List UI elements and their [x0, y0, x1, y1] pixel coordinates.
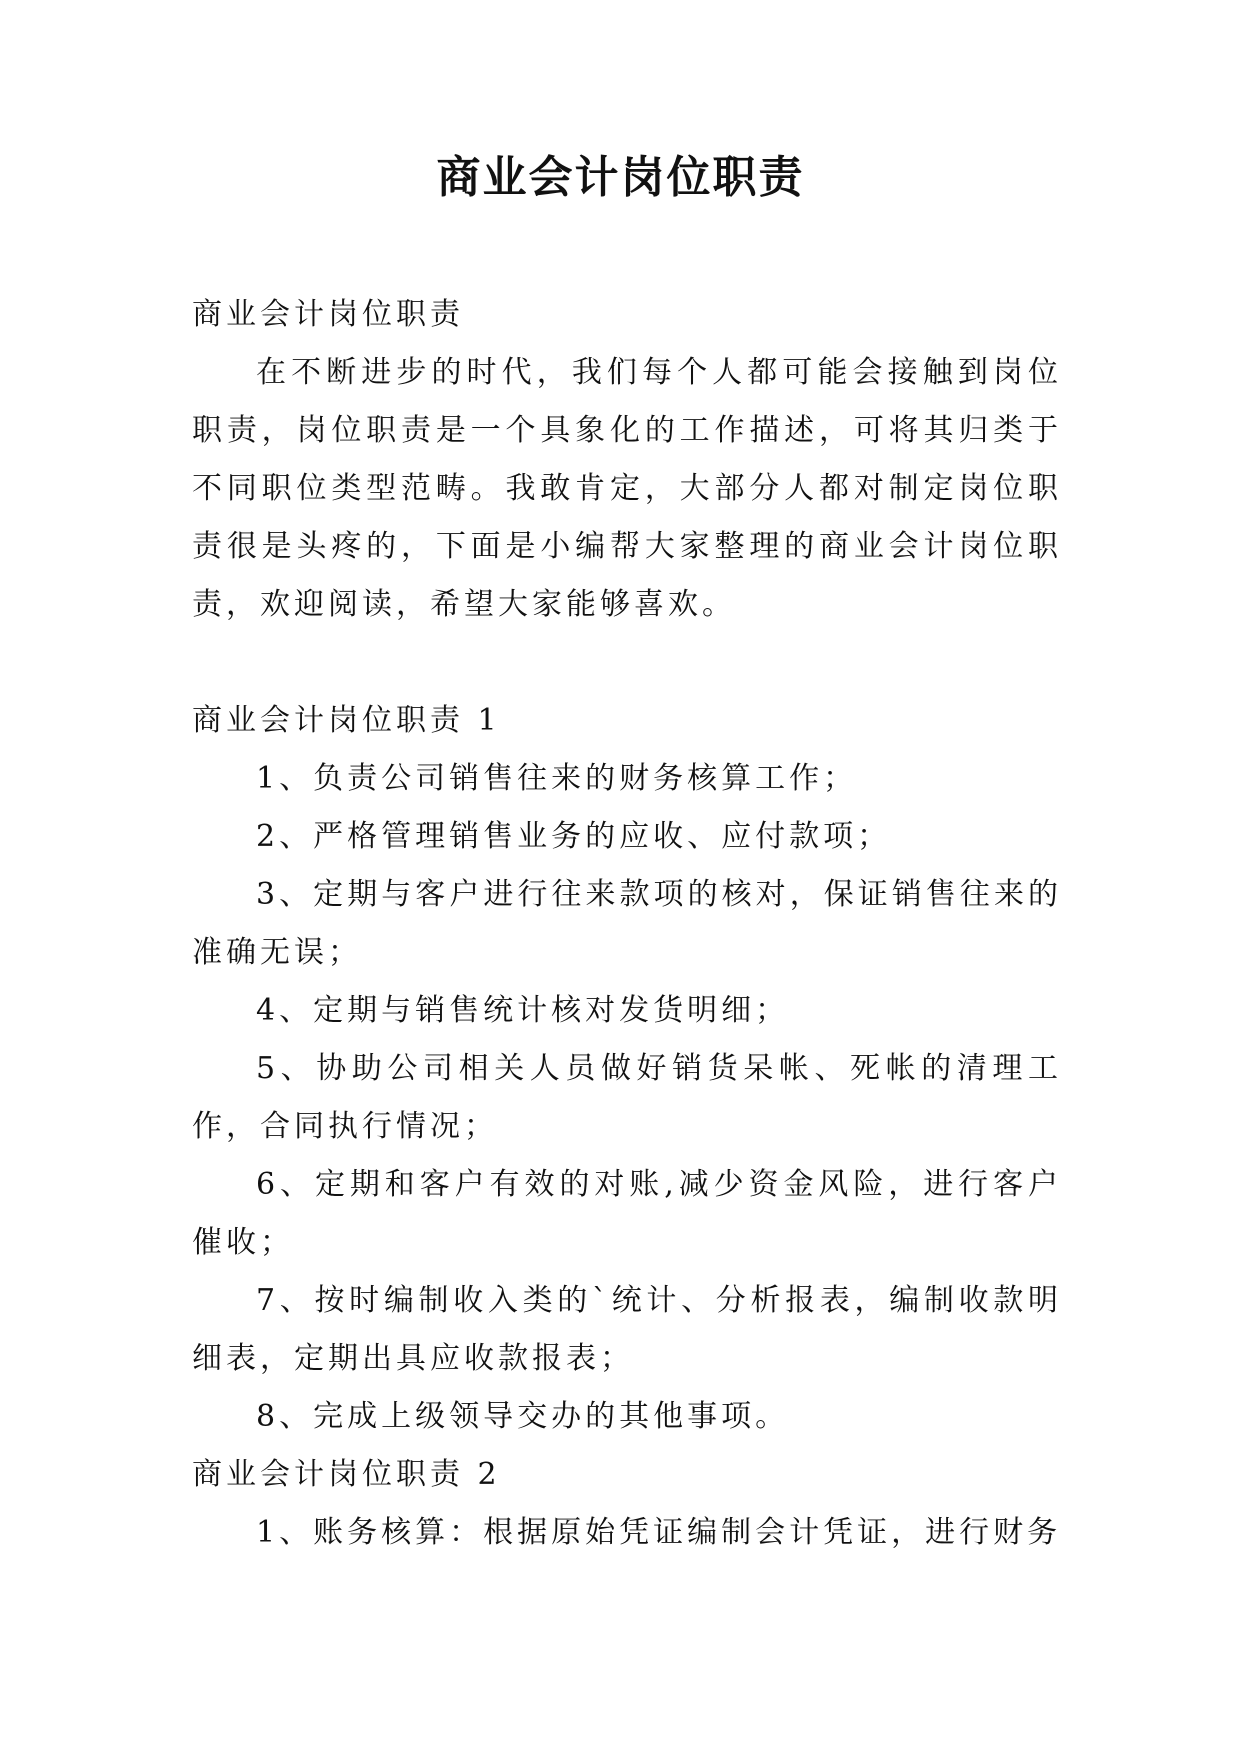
list-item: 8、完成上级领导交办的其他事项。: [256, 1399, 790, 1434]
list-item: 6、定期和客户有效的对账,减少资金风险，进行客户催收；: [192, 1167, 1062, 1260]
document-title: 商业会计岗位职责: [436, 152, 805, 203]
list-item: 5、协助公司相关人员做好销货呆帐、死帐的清理工作，合同执行情况；: [192, 1051, 1062, 1144]
list-item: 3、定期与客户进行往来款项的核对，保证销售往来的准确无误；: [192, 877, 1062, 970]
list-item: 4、定期与销售统计核对发货明细；: [256, 993, 790, 1028]
document-body: [192, 286, 1062, 1562]
section-heading-1: 商业会计岗位职责 1: [192, 703, 501, 738]
subtitle: 商业会计岗位职责: [192, 297, 464, 332]
intro-paragraph: 在不断进步的时代，我们每个人都可能会接触到岗位职责，岗位职责是一个具象化的工作描述，可将其归类于不同职位类型范畴。我敢肯定，大部分人都对制定岗位职责很是头疼的，下面是小编帮大家整理的商业会计岗位职责，欢迎阅读，希望大家能够喜欢。: [192, 355, 1062, 622]
list-item: 7、按时编制收入类的`统计、分析报表，编制收款明细表，定期出具应收款报表；: [192, 1283, 1062, 1376]
list-item: 1、账务核算：根据原始凭证编制会计凭证，进行财务: [256, 1515, 1062, 1550]
section-heading-2: 商业会计岗位职责 2: [192, 1457, 501, 1492]
list-item: 1、负责公司销售往来的财务核算工作；: [256, 761, 858, 796]
list-item: 2、严格管理销售业务的应收、应付款项；: [256, 819, 892, 854]
